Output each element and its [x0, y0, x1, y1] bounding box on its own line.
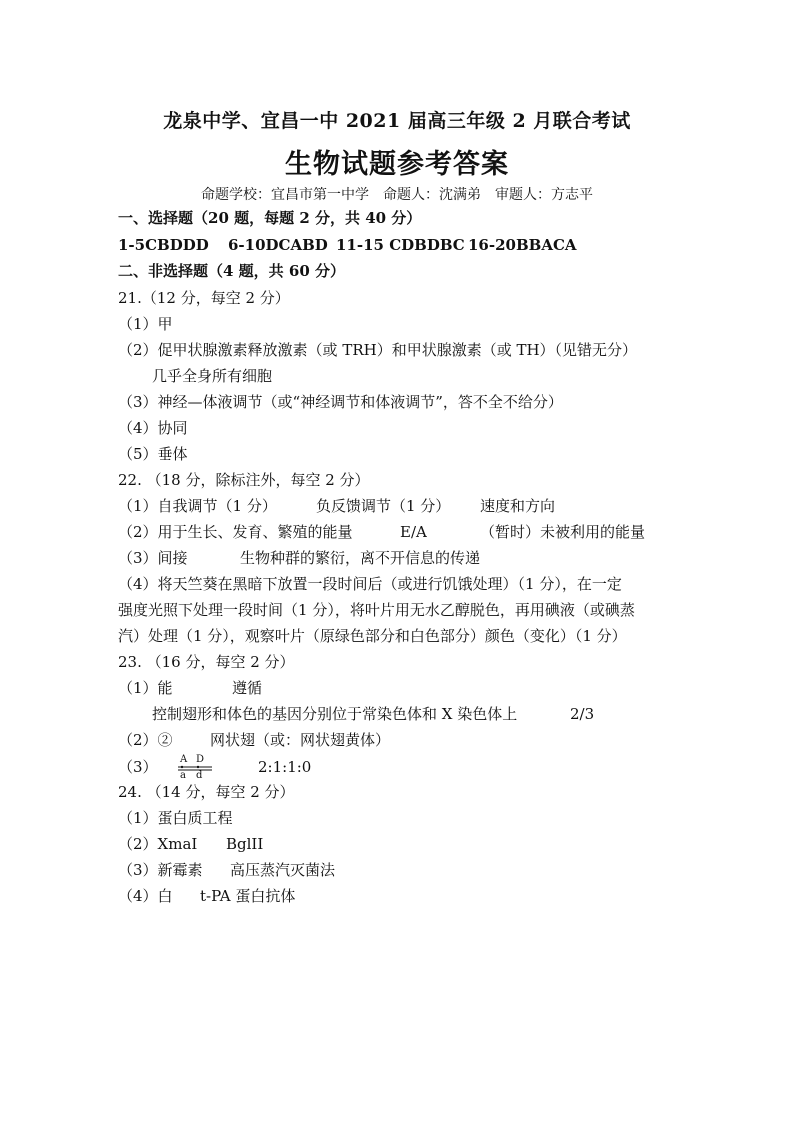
- genotype-notation: [178, 756, 222, 780]
- q21-answer-3: （3）神经—体液调节（或“神经调节和体液调节”，答不全不给分）: [118, 393, 563, 411]
- q21-answer-4: （4）协同: [118, 419, 188, 437]
- q22-heading: 22. （18 分，除标注外，每空 2 分）: [118, 471, 370, 489]
- q23-answer-3: [118, 756, 311, 782]
- q24-answer-4b: t-PA 蛋白抗体: [200, 887, 296, 905]
- q21-heading: 21.（12 分，每空 2 分）: [118, 289, 290, 307]
- q23-answer-2b: 网状翅（或：网状翅黄体）: [210, 731, 391, 749]
- q23-answer-2a: （2）②: [118, 731, 173, 749]
- genotype-bottom-a: a: [180, 770, 186, 781]
- q23-answer-1: [118, 678, 262, 698]
- q24-answer-2a: （2）XmaI: [118, 835, 198, 853]
- q23-heading: 23. （16 分，每空 2 分）: [118, 653, 295, 671]
- q22-answer-4-line3: 汽）处理（1 分），观察叶片（原绿色部分和白色部分）颜色（变化）（1 分）: [118, 627, 627, 645]
- mc-answers-1-5: 1-5CBDDD: [118, 236, 209, 254]
- q22-answer-1b: 负反馈调节（1 分）: [316, 497, 451, 515]
- genotype-top-a: A: [180, 754, 188, 765]
- q21-answer-2-continued: 几乎全身所有细胞: [152, 367, 273, 385]
- q22-answer-1a: （1）自我调节（1 分）: [118, 497, 277, 515]
- q22-answer-2c: （暂时）未被利用的能量: [480, 523, 646, 541]
- q23-answer-1-continued: [152, 704, 594, 724]
- q24-answer-4: [118, 886, 295, 906]
- q21-answer-2: （2）促甲状腺激素释放激素（或 TRH）和甲状腺激素（或 TH）（见错无分）: [118, 341, 638, 359]
- mc-answers-row: [118, 235, 577, 255]
- section2-heading: 二、非选择题（4 题，共 60 分）: [118, 262, 345, 280]
- q24-answer-1: （1）蛋白质工程: [118, 809, 233, 827]
- exam-title: 龙泉中学、宜昌一中 2021 届高三年级 2 月联合考试: [163, 110, 631, 132]
- q21-answer-1: （1）甲: [118, 315, 173, 333]
- document-subtitle: 生物试题参考答案: [285, 149, 509, 180]
- q22-answer-4-line2: 强度光照下处理一段时间（1 分），将叶片用无水乙醇脱色，再用碘液（或碘蒸: [118, 601, 635, 619]
- q24-answer-3: [118, 860, 335, 880]
- q21-answer-5: （5）垂体: [118, 445, 188, 463]
- q22-answer-2b: E/A: [400, 523, 427, 541]
- mc-answers-11-15: 11-15 CDBDBC: [336, 236, 465, 254]
- q24-heading: 24. （14 分，每空 2 分）: [118, 783, 295, 801]
- q24-answer-3a: （3）新霉素: [118, 861, 203, 879]
- author-info: 命题学校：宜昌市第一中学 命题人：沈满弟 审题人：方志平: [201, 187, 593, 203]
- q22-answer-2: [118, 522, 645, 542]
- q23-answer-2: [118, 730, 390, 750]
- mc-answers-6-10: 6-10DCABD: [228, 236, 328, 254]
- q24-answer-2b: BglII: [226, 835, 264, 853]
- q22-answer-4-line1: （4）将天竺葵在黑暗下放置一段时间后（或进行饥饿处理）（1 分），在一定: [118, 575, 622, 593]
- genotype-top-d: D: [196, 754, 205, 765]
- q23-answer-3-label: （3）: [118, 758, 158, 776]
- mc-answers-16-20: 16-20BBACA: [468, 236, 577, 254]
- q24-answer-3b: 高压蒸汽灭菌法: [230, 861, 336, 879]
- q22-answer-3a: （3）间接: [118, 549, 188, 567]
- q22-answer-1c: 速度和方向: [480, 497, 556, 515]
- q23-answer-1a: （1）能: [118, 679, 173, 697]
- section1-heading: 一、选择题（20 题，每题 2 分，共 40 分）: [118, 209, 422, 227]
- q22-answer-3b: 生物种群的繁衍，离不开信息的传递: [240, 549, 481, 567]
- q23-answer-1b: 遵循: [232, 679, 263, 697]
- q23-answer-1c: 控制翅形和体色的基因分别位于常染色体和 X 染色体上: [152, 705, 518, 723]
- q22-answer-1: [118, 496, 555, 516]
- q23-answer-1d: 2/3: [570, 705, 595, 723]
- q23-answer-3-ratio: 2:1:1:0: [258, 758, 312, 776]
- q22-answer-3: [118, 548, 480, 568]
- q24-answer-2: [118, 834, 263, 854]
- q24-answer-4a: （4）白: [118, 887, 173, 905]
- genotype-bottom-d: d: [196, 770, 203, 781]
- q22-answer-2a: （2）用于生长、发育、繁殖的能量: [118, 523, 353, 541]
